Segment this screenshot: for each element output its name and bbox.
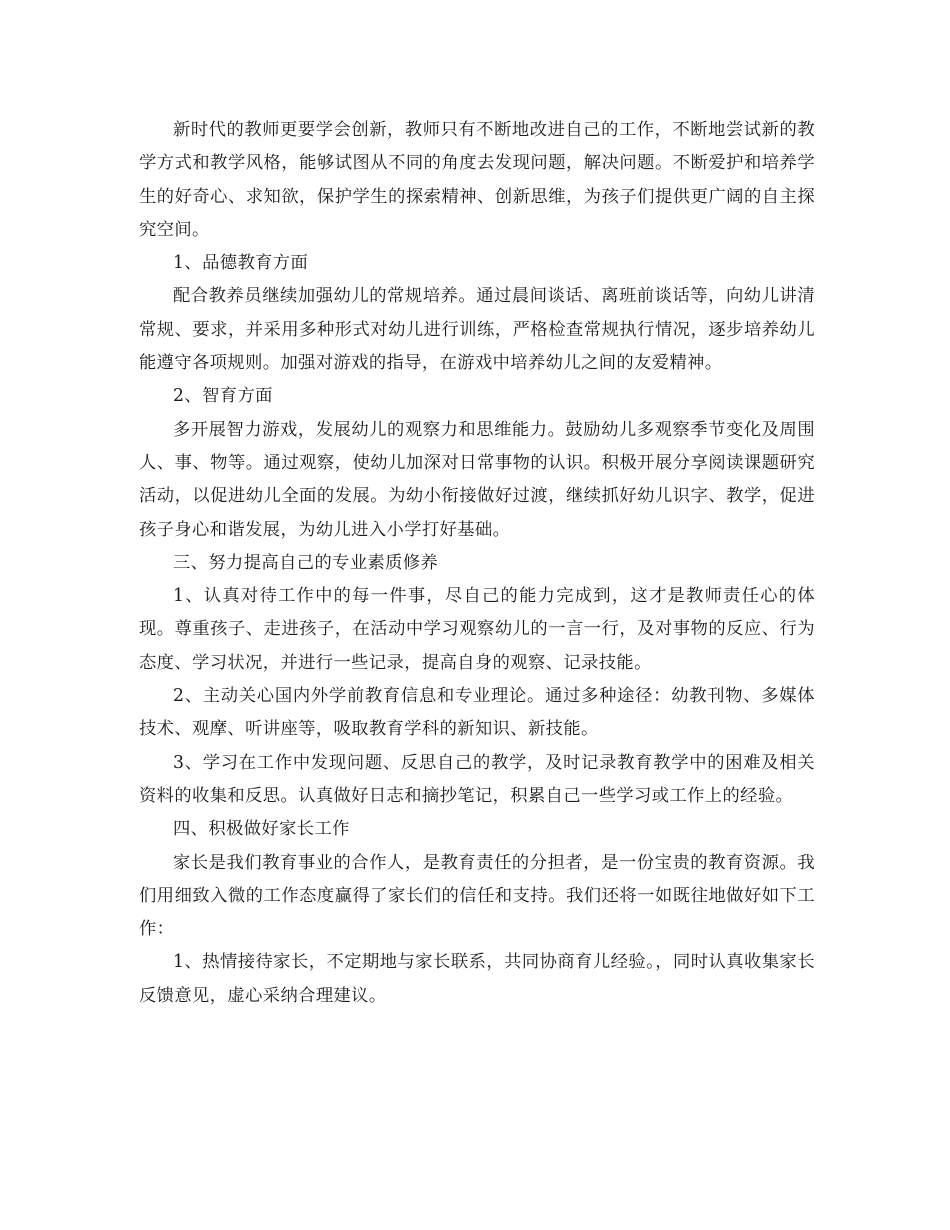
heading-intellectual-education: 2、智育方面	[173, 386, 273, 407]
paragraph-parent-contact: 1、热情接待家长，不定期地与家长联系，共同协商育儿经验。，同时认真收集家长反馈意见，虚心采纳合理建议。	[139, 952, 815, 1006]
paragraph-parent-cooperation: 家长是我们教育事业的合作人，是教育责任的分担者，是一份宝贵的教育资源。我们用细致入微的工作态度赢得了家长们的信任和支持。我们还将一如既往地做好如下工作：	[139, 852, 815, 940]
heading-professional-quality: 三、努力提高自己的专业素质修养	[173, 552, 439, 573]
paragraph-reflection: 3、学习在工作中发现问题、反思自己的教学，及时记录教育教学中的困难及相关资料的收集和反思。认真做好日志和摘抄笔记，积累自己一些学习或工作上的经验。	[139, 752, 815, 806]
heading-parent-work: 四、积极做好家长工作	[173, 819, 350, 840]
heading-moral-education: 1、品德教育方面	[173, 253, 309, 274]
paragraph-responsibility: 1、认真对待工作中的每一件事，尽自己的能力完成到，这才是教师责任心的体现。尊重孩子、走进孩子，在活动中学习观察幼儿的一言一行，及对事物的反应、行为态度、学习状况，并进行一些记录，提高自身的观察、记录技能。	[139, 586, 815, 673]
paragraph-routine-training: 配合教养员继续加强幼儿的常规培养。通过晨间谈话、离班前谈话等，向幼儿讲清常规、要求，并采用多种形式对幼儿进行训练，严格检查常规执行情况，逐步培养幼儿能遵守各项规则。加强对游戏的指导，在游戏中培养幼儿之间的友爱精神。	[139, 286, 815, 374]
paragraph-theory-learning: 2、主动关心国内外学前教育信息和专业理论。通过多种途径：幼教刊物、多媒体技术、观摩、听讲座等，吸取教育学科的新知识、新技能。	[139, 686, 815, 740]
document-body	[139, 114, 815, 1013]
paragraph-intellectual-games: 多开展智力游戏，发展幼儿的观察力和思维能力。鼓励幼儿多观察季节变化及周围人、事、物等。通过观察，使幼儿加深对日常事物的认识。积极开展分享阅读课题研究活动，以促进幼儿全面的发展。为幼小衔接做好过渡，继续抓好幼儿识字、教学，促进孩子身心和谐发展，为幼儿进入小学打好基础。	[139, 419, 815, 540]
paragraph-innovation: 新时代的教师更要学会创新，教师只有不断地改进自己的工作，不断地尝试新的教学方式和教学风格，能够试图从不同的角度去发现问题，解决问题。不断爱护和培养学生的好奇心、求知欲，保护学生的探索精神、创新思维，为孩子们提供更广阔的自主探究空间。	[139, 120, 815, 240]
